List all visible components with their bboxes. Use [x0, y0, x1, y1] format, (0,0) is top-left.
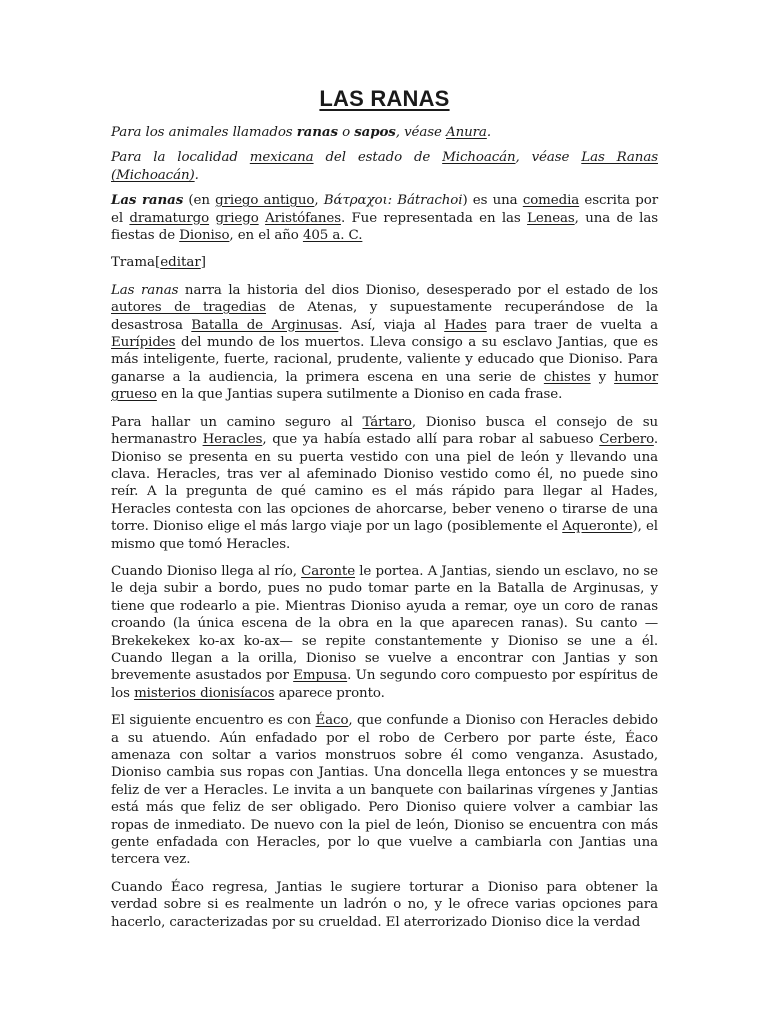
body-text: , Dioniso busca el consejo de su hermanastro: [111, 414, 659, 448]
body-text: para traer de vuelta a: [486, 317, 658, 333]
hatnote-text: .: [194, 167, 199, 183]
link-chistes[interactable]: chistes: [543, 369, 591, 385]
body-text: narra la historia del dios Dioniso, desesperado por el estado de los: [178, 282, 659, 298]
italic-title: Las ranas: [111, 282, 179, 298]
body-text: Cuando Dioniso llega al río,: [111, 563, 302, 579]
greek-name: Βάτραχοι: Bátrachoi: [323, 193, 463, 209]
link-euripides[interactable]: Eurípides: [111, 335, 176, 351]
page-title: LAS RANAS: [319, 86, 450, 111]
bold-term: sapos: [354, 124, 396, 140]
body-text: le portea. A Jantias, siendo un esclavo, no se le deja subir a bordo, pues no pudo tomar parte en la Batalla de Arginusas, y tiene que rodearlo a pie. Mientras Dioniso ayuda a remar, oye un coro de ranas croando (la única escena de la obra en la que aparecen ranas). Su canto —Brekekekex ko-ax ko-ax— se repite constantemente y Dioniso se une a él. Cuando llegan a la orilla, Dioniso se vuelve a encontrar con Jantias y son brevemente asustados por: [111, 563, 658, 684]
link-aristofanes[interactable]: Aristófanes: [265, 210, 341, 226]
link-mexicana[interactable]: mexicana: [249, 150, 314, 166]
body-text: ,: [314, 193, 324, 209]
link-dioniso[interactable]: Dioniso: [179, 228, 230, 244]
body-text: . Fue representada en las: [340, 210, 528, 226]
section-heading-trama: [111, 254, 658, 271]
link-leneas[interactable]: Leneas: [527, 210, 575, 226]
plot-paragraph-4: [111, 712, 658, 869]
body-text: escrita por el: [111, 193, 658, 226]
body-text: El siguiente encuentro es con: [111, 713, 316, 729]
hatnote-text: , véase: [515, 150, 582, 166]
body-text: , una de las fiestas de: [111, 210, 658, 244]
body-text: . Un segundo coro compuesto por espíritus de los: [111, 668, 659, 701]
bold-term: ranas: [296, 124, 338, 140]
body-text: (en: [183, 193, 216, 209]
plot-paragraph-2: [111, 414, 658, 553]
link-griego-antiguo[interactable]: griego antiguo: [215, 193, 315, 209]
hatnote-text: .: [486, 125, 491, 140]
plot-paragraph-1: [111, 282, 658, 404]
body-text: ) es una: [462, 193, 523, 209]
link-aqueronte[interactable]: Aqueronte: [562, 519, 633, 535]
link-caronte[interactable]: Caronte: [301, 563, 356, 579]
bold-term: Las ranas: [111, 192, 184, 209]
hatnote-text: del estado de: [313, 150, 443, 166]
link-eaco[interactable]: Éaco: [315, 713, 349, 729]
body-text: y: [590, 369, 615, 385]
edit-link[interactable]: editar: [160, 255, 201, 271]
hatnote-text: Para la localidad: [111, 150, 250, 166]
section-label: Trama: [111, 255, 155, 271]
plot-paragraph-3: [111, 563, 658, 702]
hatnote-text: , véase: [395, 125, 446, 140]
body-text: de Atenas, y supuestamente recuperándose de la desastrosa: [111, 300, 658, 333]
link-heracles[interactable]: Heracles: [202, 432, 263, 448]
link-autores-de-tragedias[interactable]: autores de tragedias: [111, 300, 267, 316]
hatnote-text: Para los animales llamados: [111, 125, 297, 140]
link-tartaro[interactable]: Tártaro: [362, 414, 412, 430]
intro-paragraph: [111, 192, 658, 244]
link-batalla-de-arginusas[interactable]: Batalla de Arginusas: [191, 317, 339, 333]
body-text: , que ya había estado allí para robar al sabueso: [262, 432, 600, 448]
body-text: del mundo de los muertos. Lleva consigo a su esclavo Jantias, que es más inteligente, fuerte, racional, prudente, valiente y educado que Dioniso. Para ganarse a la audiencia, la primera escena en una serie de: [111, 335, 658, 385]
link-hades[interactable]: Hades: [444, 317, 487, 333]
body-text: , en el año: [229, 228, 303, 244]
body-text: en la que Jantias supera sutilmente a Dioniso en cada frase.: [156, 387, 563, 403]
link-anura[interactable]: Anura: [446, 125, 487, 140]
body-text: aparece pronto.: [274, 685, 385, 701]
link-michoacan[interactable]: Michoacán: [442, 150, 516, 166]
link-las-ranas-michoacan[interactable]: Las Ranas (Michoacán): [111, 150, 658, 183]
link-empusa[interactable]: Empusa: [293, 668, 348, 684]
hatnote-animals: [111, 124, 658, 141]
hatnote-locality: [111, 149, 658, 184]
link-griego[interactable]: griego: [215, 210, 259, 226]
link-405-ac[interactable]: 405 a. C.: [302, 228, 363, 244]
link-comedia[interactable]: comedia: [522, 193, 580, 209]
plot-paragraph-5: [111, 879, 658, 931]
bracket: ]: [200, 255, 207, 271]
body-text: , que confunde a Dioniso con Heracles debido a su atuendo. Aún enfadado por el robo de Cerbero por parte éste, Éaco amenaza con soltar a varios monstruos sobre él como venganza. Asustado, Dioniso cambia sus ropas con Jantias. Una doncella llega entonces y se muestra feliz de ver a Heracles. Le invita a un banquete con bailarinas vírgenes y Jantias está más que feliz de ser obligado. Pero Dioniso quiere volver a cambiar las ropas de inmediato. De nuevo con la piel de león, Dioniso se encuentra con más gente enfadada con Heracles, por lo que vuelve a cambiarla con Jantias una tercera vez.: [111, 713, 658, 868]
body-text: Cuando Éaco regresa, Jantias le sugiere torturar a Dioniso para obtener la verdad sobre si es realmente un ladrón o no, y le ofrece varias opciones para hacerlo, caracterizadas por su crueldad. El aterrorizado Dioniso dice la verdad: [111, 879, 658, 930]
link-cerbero[interactable]: Cerbero: [599, 432, 654, 448]
link-misterios-dionisiacos[interactable]: misterios dionisíacos: [134, 685, 275, 701]
bracket: [: [155, 255, 161, 271]
body-text: Para hallar un camino seguro al: [111, 414, 363, 430]
link-humor-grueso[interactable]: humor grueso: [111, 369, 659, 403]
link-dramaturgo[interactable]: dramaturgo: [129, 210, 210, 226]
body-text: . Así, viaja al: [338, 317, 445, 333]
body-text: ), el mismo que tomó Heracles.: [111, 519, 658, 552]
body-text: . Dioniso se presenta en su puerta vestido con una piel de león y llevando una clava. Heracles, tras ver al afeminado Dioniso vestido como él, no puede sino reír. A la pregunta de qué camino es el más rápido para llegar al Hades, Heracles contesta con las opciones de ahorcarse, beber veneno o tirarse de una torre. Dioniso elige el más largo viaje por un lago (posiblemente el: [111, 432, 658, 535]
hatnote-text: o: [337, 125, 355, 140]
